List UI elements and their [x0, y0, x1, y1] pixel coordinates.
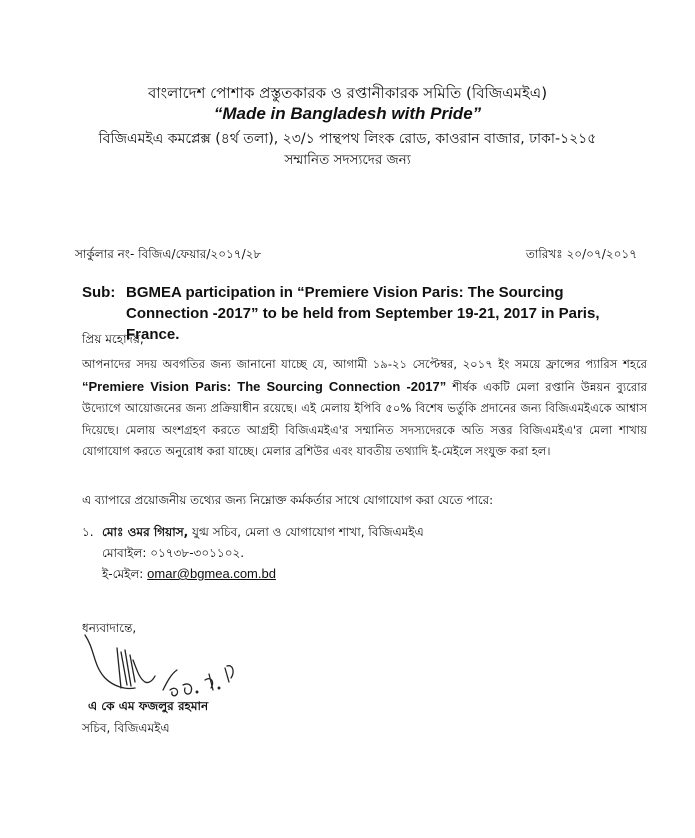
signatory-title: সচিব, বিজিএমইএ: [82, 721, 170, 735]
event-name: “Premiere Vision Paris: The Sourcing Connection -2017”: [82, 378, 447, 394]
circular-reference: সার্কুলার নং- বিজিএ/ফেয়ার/২০১৭/২৮: [75, 247, 262, 261]
subject-label: Sub:: [82, 284, 116, 301]
body-paragraph: [82, 354, 647, 463]
subject-text: BGMEA participation in “Premiere Vision Paris: The Sourcing Connection -2017” to be held from September 19-21, 2017 in Paris, France.: [126, 284, 600, 343]
contact-email-link[interactable]: omar@bgmea.com.bd: [147, 566, 276, 581]
org-name: বাংলাদেশ পোশাক প্রস্তুতকারক ও রপ্তানীকারক সমিতি (বিজিএমইএ): [147, 84, 548, 102]
salutation: প্রিয় মহোদয়,: [82, 332, 144, 346]
signatory-name: এ কে এম ফজলুর রহমান: [88, 699, 209, 713]
contact-email-line: [102, 564, 276, 584]
circular-date: তারিখঃ ২০/০৭/২০১৭: [525, 247, 637, 261]
contact-designation: যুগ্ম সচিব, মেলা ও যোগাযোগ শাখা, বিজিএমইএ: [188, 525, 424, 539]
contact-number: ১.: [82, 525, 94, 539]
org-address: বিজিএমইএ কমপ্লেক্স (৪র্থ তলা), ২৩/১ পান্থপথ লিংক রোড, কাওরান বাজার, ঢাকা-১২১৫: [98, 131, 597, 147]
audience-line: সম্মানিত সদস্যদের জন্য: [284, 152, 411, 168]
contact-email-label: ই-মেইল:: [102, 567, 148, 581]
handwritten-signature: [75, 630, 275, 700]
body-paragraph-part-b: শীর্ষক একটি মেলা রপ্তানি উন্নয়ন ব্যুরোর উদ্যোগে আয়োজনের জন্য প্রক্রিয়াধীন রয়েছে। এই মেলায় ইপিবি ৫০% বিশেষ ভর্তুকি প্রদানের জন্য বিজিএমইএকে আশ্বাস দিয়েছে। মেলায় অংশগ্রহণ করতে আগ্রহী বিজিএমইএ'র সম্মানিত সদস্যদেরকে অতি সত্তর বিজিএমইএ'র মেলা শাখায় যোগাযোগ করতে অনুরোধ করা যাচ্ছে। মেলার ব্রশিউর এবং যাবতীয় তথ্যাদি ই-মেইলে সংযুক্ত করা হল।: [82, 379, 647, 458]
contact-mobile: মোবাইল: ০১৭৩৮-৩০১১০২.: [102, 546, 245, 560]
contact-intro: এ ব্যাপারে প্রয়োজনীয় তথ্যের জন্য নিম্নোক্ত কর্মকর্তার সাথে যোগাযোগ করা যেতে পারে:: [82, 493, 494, 507]
body-paragraph-part-a: আপনাদের সদয় অবগতির জন্য জানানো যাচ্ছে যে, আগামী ১৯-২১ সেপ্টেম্বর, ২০১৭ ইং সময়ে ফ্রান্সের প্যারিস শহরে: [82, 357, 647, 371]
contact-name-line: [102, 522, 424, 542]
closing-thanks: ধন্যবাদান্তে,: [82, 621, 137, 635]
tagline: “Made in Bangladesh with Pride”: [213, 104, 482, 123]
contact-name: মোঃ ওমর গিয়াস,: [102, 525, 189, 539]
